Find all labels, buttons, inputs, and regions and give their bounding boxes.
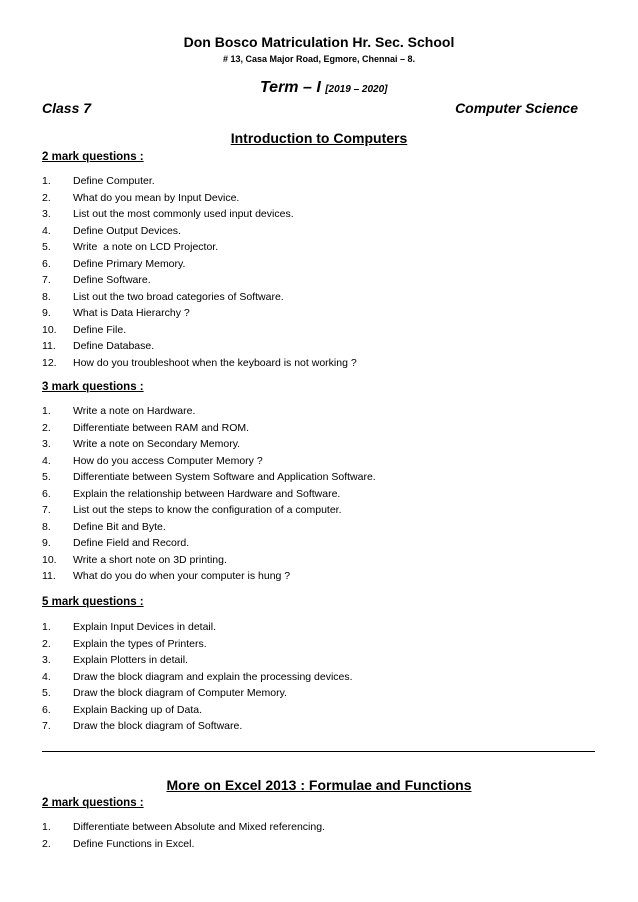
three-mark-question-list <box>42 403 376 585</box>
question-item <box>42 469 376 486</box>
question-text: Explain Plotters in detail. <box>73 654 188 666</box>
question-number: 7. <box>42 274 51 286</box>
question-number: 4. <box>42 454 51 467</box>
question-text: Write a note on LCD Projector. <box>73 241 219 253</box>
question-item <box>42 173 357 190</box>
two-mark-heading: 2 mark questions : <box>42 151 144 163</box>
question-item <box>42 223 357 240</box>
term-label: Term – I <box>260 79 321 96</box>
excel-two-mark-heading: 2 mark questions : <box>42 797 144 809</box>
question-text: Define Bit and Byte. <box>73 520 166 533</box>
question-text: Define Field and Record. <box>73 537 190 549</box>
question-number: 1. <box>42 621 51 633</box>
question-item <box>42 453 376 470</box>
question-item <box>42 289 357 306</box>
question-number: 2. <box>42 191 51 204</box>
two-mark-question-list <box>42 173 357 371</box>
question-item <box>42 190 357 207</box>
question-text: What do you do when your computer is hung ? <box>73 570 291 582</box>
question-item <box>42 420 376 437</box>
term-heading <box>260 79 388 97</box>
question-number: 2. <box>42 837 51 850</box>
excel-two-mark-question-list <box>42 819 325 852</box>
question-number: 6. <box>42 257 51 270</box>
question-item <box>42 305 357 322</box>
question-text: What do you mean by Input Device. <box>73 191 240 204</box>
question-text: Define Primary Memory. <box>73 257 186 270</box>
five-mark-heading: 5 mark questions : <box>42 596 144 608</box>
question-item <box>42 322 357 339</box>
question-number: 3. <box>42 654 51 666</box>
question-text: Differentiate between Absolute and Mixed referencing. <box>73 821 325 833</box>
question-number: 7. <box>42 504 51 516</box>
question-text: List out the most commonly used input devices. <box>73 208 294 220</box>
question-text: Differentiate between RAM and ROM. <box>73 421 250 434</box>
question-number: 5. <box>42 687 51 699</box>
question-item <box>42 669 353 686</box>
question-text: What is Data Hierarchy ? <box>73 307 190 319</box>
question-number: 10. <box>42 553 57 566</box>
question-item <box>42 552 376 569</box>
question-number: 12. <box>42 356 57 369</box>
question-text: How do you access Computer Memory ? <box>73 454 263 467</box>
question-number: 9. <box>42 537 51 549</box>
question-number: 4. <box>42 224 51 237</box>
school-address: # 13, Casa Major Road, Egmore, Chennai – 8. <box>222 54 416 64</box>
question-text: List out the two broad categories of Software. <box>73 290 284 303</box>
school-name: Don Bosco Matriculation Hr. Sec. School <box>183 34 455 50</box>
question-text: Draw the block diagram and explain the processing devices. <box>73 670 353 683</box>
question-item <box>42 535 376 552</box>
question-item <box>42 403 376 420</box>
question-number: 5. <box>42 241 51 253</box>
question-number: 8. <box>42 520 51 533</box>
question-item <box>42 436 376 453</box>
question-text: Define Computer. <box>73 175 155 187</box>
question-item <box>42 652 353 669</box>
question-number: 2. <box>42 637 51 650</box>
question-item <box>42 206 357 223</box>
question-text: Draw the block diagram of Software. <box>73 720 243 732</box>
question-text: Define Functions in Excel. <box>73 837 195 850</box>
question-number: 11. <box>42 340 56 352</box>
question-item <box>42 338 357 355</box>
question-item <box>42 619 353 636</box>
question-text: List out the steps to know the configuration of a computer. <box>73 504 342 516</box>
question-text: How do you troubleshoot when the keyboard is not working ? <box>73 356 357 369</box>
five-mark-question-list <box>42 619 353 735</box>
question-number: 3. <box>42 208 51 220</box>
question-text: Draw the block diagram of Computer Memory. <box>73 687 287 699</box>
subject-label: Computer Science <box>455 100 578 116</box>
question-number: 1. <box>42 175 51 187</box>
question-text: Explain Input Devices in detail. <box>73 621 216 633</box>
question-text: Write a note on Secondary Memory. <box>73 438 241 450</box>
question-item <box>42 355 357 372</box>
question-item <box>42 718 353 735</box>
class-label: Class 7 <box>42 100 92 116</box>
question-number: 5. <box>42 471 51 483</box>
section-divider <box>42 751 595 752</box>
question-item <box>42 256 357 273</box>
question-number: 6. <box>42 703 51 716</box>
question-item <box>42 836 325 853</box>
question-text: Define Output Devices. <box>73 224 181 237</box>
question-item <box>42 568 376 585</box>
question-item <box>42 819 325 836</box>
question-number: 9. <box>42 307 51 319</box>
academic-year: [2019 – 2020] <box>325 84 388 95</box>
question-text: Write a short note on 3D printing. <box>73 553 227 566</box>
question-number: 8. <box>42 290 51 303</box>
question-item <box>42 636 353 653</box>
question-item <box>42 272 357 289</box>
question-number: 11. <box>42 570 56 582</box>
question-text: Explain the relationship between Hardware and Software. <box>73 487 341 500</box>
question-number: 3. <box>42 438 51 450</box>
question-text: Write a note on Hardware. <box>73 405 196 417</box>
section-title-introduction: Introduction to Computers <box>230 130 408 146</box>
question-item <box>42 685 353 702</box>
question-text: Explain the types of Printers. <box>73 637 207 650</box>
question-number: 1. <box>42 405 51 417</box>
question-text: Define File. <box>73 323 127 336</box>
question-item <box>42 239 357 256</box>
question-item <box>42 702 353 719</box>
section-title-excel: More on Excel 2013 : Formulae and Functions <box>166 777 472 793</box>
question-number: 10. <box>42 323 57 336</box>
question-text: Differentiate between System Software and Application Software. <box>73 471 376 483</box>
question-item <box>42 486 376 503</box>
question-text: Explain Backing up of Data. <box>73 703 202 716</box>
question-item <box>42 519 376 536</box>
question-text: Define Software. <box>73 274 151 286</box>
three-mark-heading: 3 mark questions : <box>42 381 144 393</box>
question-text: Define Database. <box>73 340 155 352</box>
question-number: 6. <box>42 487 51 500</box>
question-number: 2. <box>42 421 51 434</box>
question-item <box>42 502 376 519</box>
question-number: 4. <box>42 670 51 683</box>
question-number: 1. <box>42 821 51 833</box>
question-number: 7. <box>42 720 51 732</box>
